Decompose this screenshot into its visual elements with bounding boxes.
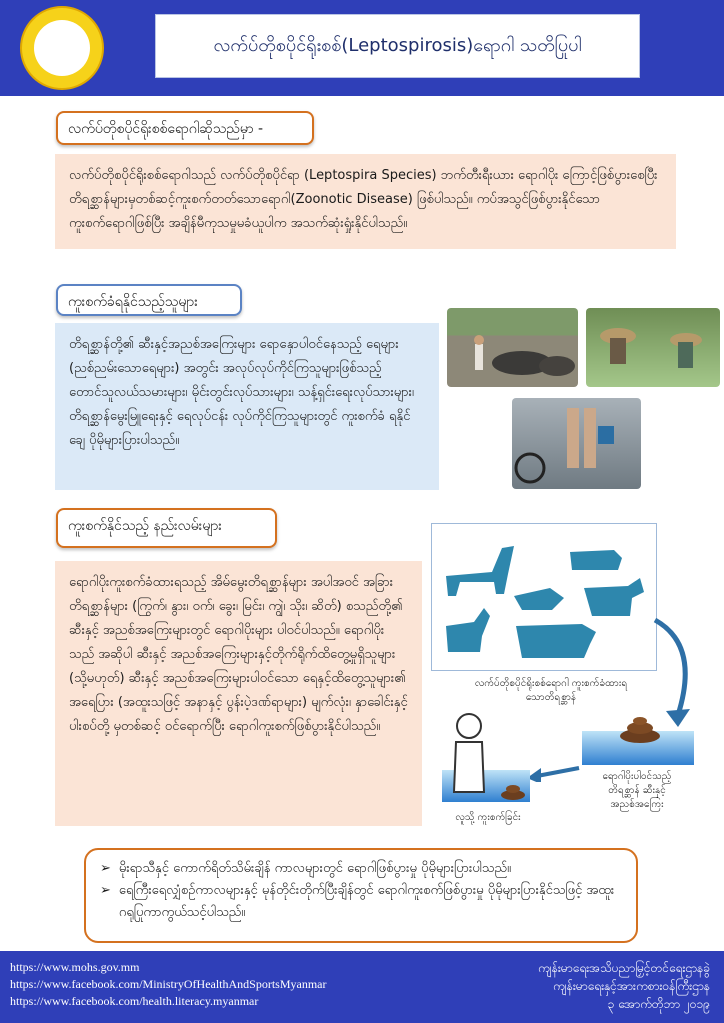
- caption-infected-animals: လက်ပ်တိုစပိုင်ရိုးစစ်ရောဂါ ကူးစက်ခံထားရသောတိရစ္ဆာန်: [474, 678, 628, 703]
- page-title: လက်ပ်တိုစပိုင်ရိုးစစ်(Leptospirosis)ရောဂါ သတိပြုပါ: [155, 14, 640, 78]
- note-item: ➢ ရေကြီးရေလျှံစဉ်ကာလများနှင့် မုန်တိုင်းတိုက်ပြီးချိန်တွင် ရောဂါကူးစက်ဖြစ်ပွားမှု ပိုမိုများပြားနိုင်သဖြင့် အထူးဂရုပြုကာကွယ်သင့်ပါသည်။: [100, 880, 622, 924]
- link-mohs[interactable]: https://www.mohs.gov.mm: [10, 960, 140, 974]
- transmission-text: ရောဂါပိုးကူးစက်ခံထားရသည့် အိမ်မွေးတိရစ္ဆာန်များ အပါအဝင် အခြားတိရစ္ဆာန်များ (ကြွက်၊ နွား၊ ဝက်၊ ခွေး၊ မြင်း၊ ကျွဲ၊ သိုး၊ ဆိတ်) စသည်တို့၏ ဆီးနှင့် အညစ်အကြေးများတွင် ရောဂါပိုးများ ပါဝင်ပါသည်။ ရောဂါပိုးသည် အဆိုပါ ဆီးနှင့် အညစ်အကြေးများနှင့်တိုက်ရိုက်ထိတွေ့မှုရှိသူများ (သို့မဟုတ်) ဆီးနှင့် အညစ်အကြေးများပါဝင်သော ရေနှင့်ထိတွေ့သူများ၏ အရေပြား (အထူးသဖြင့် အနာနှင့် ပွန်းပဲ့ဒဏ်ရာများ) မျက်လုံး၊ နှာခေါင်းနှင့် ပါးစပ်တို့ မှတစ်ဆင့် ဝင်ရောက်ပြီး ရောဂါကူးစက်ဖြစ်ပွားနိုင်ပါသည်။: [55, 561, 422, 826]
- publish-date: ၃ အောက်တိုဘာ ၂၀၁၉: [607, 997, 710, 1011]
- horse-icon: [446, 546, 514, 596]
- cow-icon: [516, 624, 596, 658]
- footer-links: [10, 959, 327, 1010]
- what-is-text: လက်ပ်တိုစပိုင်ရိုးစစ်ရောဂါသည် လက်ပ်တိုစပိုင်ရာ (Leptospira Species) ဘက်တီးရီးယား ရောဂါပိုး ကြောင့်ဖြစ်ပွားစေပြီး တိရစ္ဆာန်များမှတစ်ဆင့်ကူးစက်တတ်သောရောဂါ(Zoonotic Disease) ဖြစ်ပါသည်။ ကပ်အသွင်ဖြစ်ပွားနိုင်သော ကူးစက်ရောဂါဖြစ်ပြီး အချိန်မီကုသမှုမခံယူပါက အသက်ဆုံးရှုံးနိုင်ပါသည်။: [55, 154, 676, 249]
- ministry-name: ကျန်းမာရေးနှင့်အားကစားဝန်ကြီးဌာန: [552, 979, 710, 993]
- dog-icon: [584, 578, 644, 616]
- animals-illustration: [432, 524, 656, 670]
- section-label-at-risk: ကူးစက်ခံရနိုင်သည့်သူများ: [56, 284, 242, 316]
- caption-transmission-person: လူသို့ ကူးစက်ခြင်း: [455, 812, 521, 823]
- key-notes-box: [84, 848, 638, 943]
- goat-icon: [446, 608, 490, 652]
- rice-planting-photo: [586, 308, 720, 387]
- ministry-logo: [20, 6, 104, 90]
- caption-waste: ရောဂါပိုးပါဝင်သည့် တိရစ္ဆာန် ဆီးနှင့် အညစ်အကြေး: [602, 771, 672, 810]
- waste-icon: [618, 716, 662, 744]
- infected-animals-panel: [431, 523, 657, 671]
- small-waste-icon: [500, 782, 526, 800]
- at-risk-text: တိရစ္ဆာန်တို့၏ ဆီးနှင့်အညစ်အကြေးများ ရောနှောပါဝင်နေသည့် ရေများ (ညစ်ညမ်းသောရေများ) အတွင်း အလုပ်လုပ်ကိုင်ကြသူများဖြစ်သည့် တောင်သူလယ်သမားများ၊ မိုင်းတွင်းလုပ်သားများ၊ သန့်ရှင်းရေးလုပ်သားများ၊ တိရစ္ဆာန်မွေးမြူရေးနှင့် ရေလုပ်ငန်း လုပ်ကိုင်ကြသူများတွင် ကူးစက်ခံ ရနိုင်ချေ ပိုမိုများပြားပါသည်။: [55, 323, 439, 490]
- rat-icon: [514, 588, 564, 610]
- link-facebook-health-literacy[interactable]: https://www.facebook.com/health.literacy.myanmar: [10, 994, 259, 1008]
- section-label-transmission: ကူးစက်နိုင်သည့် နည်းလမ်းများ: [56, 508, 277, 548]
- note-item: ➢ မိုးရာသီနှင့် ကောက်ရိတ်သိမ်းချိန် ကာလများတွင် ရောဂါဖြစ်ပွားမှု ပိုမိုများပြားပါသည်။: [100, 858, 622, 880]
- footer-credits: [538, 959, 710, 1013]
- arrow-left-icon: [525, 760, 581, 782]
- person-icon: [448, 712, 490, 798]
- section-label-what-is: လက်ပ်တိုစပိုင်ရိုးစစ်ရောဂါဆိုသည်မှာ -: [56, 111, 314, 145]
- link-facebook-ministry[interactable]: https://www.facebook.com/MinistryOfHealthAndSportsMyanmar: [10, 977, 327, 991]
- arrow-bullet-icon: ➢: [100, 861, 111, 876]
- pig-icon: [570, 550, 622, 570]
- farmer-buffalo-photo: [447, 308, 578, 387]
- flood-wading-photo: [512, 398, 641, 489]
- arrow-bullet-icon: ➢: [100, 883, 111, 898]
- department-name: ကျန်းမာရေးအသိပညာမြှင့်တင်ရေးဌာနခွဲ: [537, 961, 710, 975]
